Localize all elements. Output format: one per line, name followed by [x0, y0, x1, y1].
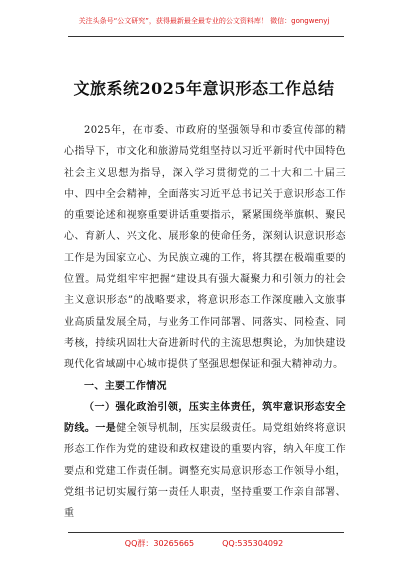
document-title: 文旅系统2025年意识形态工作总结 [73, 79, 335, 98]
top-divider [68, 36, 344, 37]
subsection-paragraph [64, 397, 346, 525]
footer-qq-group: QQ群：30265665 [124, 539, 195, 548]
item-text: 健全领导机制，压实层级责任。局党组始终将意识形态工作作为党的建设和政权建设的重要内容，纳入年度工作要点和党建工作责任制。调整充实局意识形态工作领导小组，党组书记切实履行第一责任人职责，坚持重要工作亲自部署、重 [64, 423, 346, 520]
intro-paragraph: 2025年，在市委、市政府的坚强领导和市委宣传部的精心指导下，市文化和旅游局党组坚持以习近平新时代中国特色社会主义思想为指导，深入学习贯彻党的二十大和二十届三中、四中全会精神，全面落实习近平总书记关于意识形态工作的重要论述和视察重要讲话重要指示，紧紧围绕举旗帜、聚民心、育新人、兴文化、展形象的使命任务，深刻认识意识形态工作是为国家立心、为民族立魂的工作，将其摆在极端重要的位置。局党组牢牢把握“建设具有强大凝聚力和引领力的社会主义意识形态”的战略要求，将意识形态工作深度融入文旅事业高质量发展全局，与业务工作同部署、同落实、同检查、同考核，持续巩固壮大奋进新时代的主流思想舆论，为加快建设现代化省域副中心城市提供了坚强思想保证和强大精神动力。 [64, 125, 346, 371]
document-body [64, 120, 346, 525]
top-banner: 关注头条号“公文研究”，获得最新最全最专业的公文资料库！ 微信：gongwenyj [78, 17, 330, 25]
section-heading: 一、主要工作情况 [84, 380, 167, 392]
footer [0, 538, 408, 549]
subsection-heading: （一）强化政治引领，压实主体责任，筑牢意识形态安全防线。 [64, 401, 346, 435]
bottom-divider [68, 532, 344, 533]
item-label: 一是 [95, 423, 117, 435]
footer-qq: QQ:535304092 [222, 539, 284, 548]
